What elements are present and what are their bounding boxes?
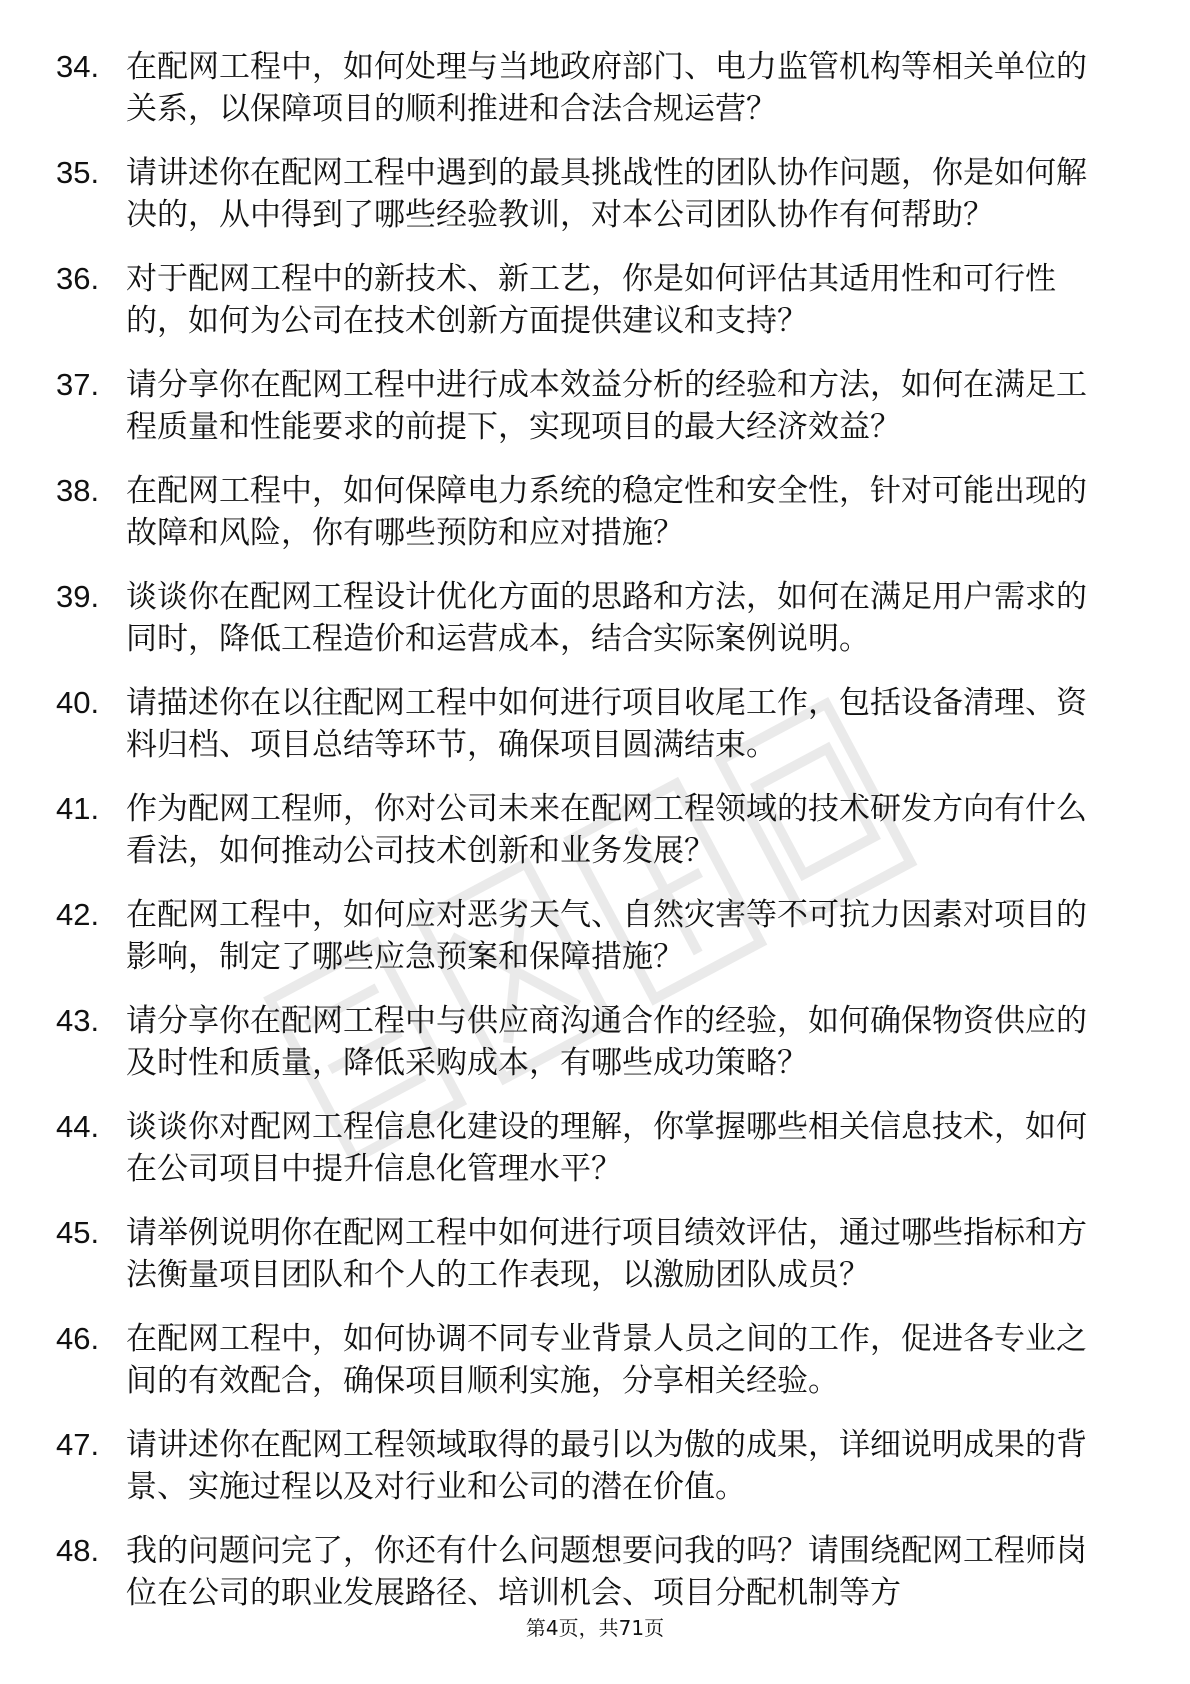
page-number-label: 第4页，共71页 [525,1616,665,1640]
question-number: 48. [56,1533,100,1568]
question-text: 在配网工程中，如何处理与当地政府部门、电力监管机构等相关单位的关系，以保障项目的顺利推进和合法合规运营？ [126,49,1087,127]
question-number: 43. [56,1003,100,1038]
question-text: 请讲述你在配网工程中遇到的最具挑战性的团队协作问题，你是如何解决的，从中得到了哪些经验教训，对本公司团队协作有何帮助？ [126,155,1087,233]
question-item [56,1424,1116,1508]
question-item [56,682,1116,766]
question-item [56,788,1116,872]
question-text: 请讲述你在配网工程领域取得的最引以为傲的成果，详细说明成果的背景、实施过程以及对行业和公司的潜在价值。 [126,1427,1087,1505]
question-number: 38. [56,473,100,508]
question-text: 在配网工程中，如何应对恶劣天气、自然灾害等不可抗力因素对项目的影响，制定了哪些应急预案和保障措施？ [126,897,1087,975]
question-number: 36. [56,261,100,296]
question-number: 47. [56,1427,100,1462]
question-item [56,258,1116,342]
question-number: 34. [56,49,100,84]
question-item [56,1106,1116,1190]
question-text: 请描述你在以往配网工程中如何进行项目收尾工作，包括设备清理、资料归档、项目总结等环节，确保项目圆满结束。 [126,685,1087,763]
question-text: 请分享你在配网工程中与供应商沟通合作的经验，如何确保物资供应的及时性和质量，降低采购成本，有哪些成功策略？ [126,1003,1087,1081]
question-item [56,152,1116,236]
question-text: 我的问题问完了，你还有什么问题想要问我的吗？请围绕配网工程师岗位在公司的职业发展路径、培训机会、项目分配机制等方 [126,1533,1087,1611]
question-text: 在配网工程中，如何协调不同专业背景人员之间的工作，促进各专业之间的有效配合，确保项目顺利实施，分享相关经验。 [126,1321,1087,1399]
question-item [56,1318,1116,1402]
question-item [56,46,1116,130]
question-number: 44. [56,1109,100,1144]
question-number: 40. [56,685,100,720]
question-number: 45. [56,1215,100,1250]
question-text: 请分享你在配网工程中进行成本效益分析的经验和方法，如何在满足工程质量和性能要求的前提下，实现项目的最大经济效益？ [126,367,1087,445]
question-list [56,46,1116,1636]
question-number: 37. [56,367,100,402]
question-number: 46. [56,1321,100,1356]
question-item [56,894,1116,978]
page-footer [0,1612,1190,1641]
question-item [56,576,1116,660]
question-text: 谈谈你对配网工程信息化建设的理解，你掌握哪些相关信息技术，如何在公司项目中提升信息化管理水平？ [126,1109,1087,1187]
question-text: 对于配网工程中的新技术、新工艺，你是如何评估其适用性和可行性的，如何为公司在技术创新方面提供建议和支持？ [126,261,1056,339]
question-item [56,364,1116,448]
question-item [56,470,1116,554]
question-number: 35. [56,155,100,190]
question-item [56,1212,1116,1296]
question-text: 作为配网工程师，你对公司未来在配网工程领域的技术研发方向有什么看法，如何推动公司技术创新和业务发展？ [126,791,1087,869]
question-number: 42. [56,897,100,932]
question-item [56,1000,1116,1084]
question-item [56,1530,1116,1614]
question-text: 在配网工程中，如何保障电力系统的稳定性和安全性，针对可能出现的故障和风险，你有哪些预防和应对措施？ [126,473,1087,551]
question-number: 41. [56,791,100,826]
question-text: 谈谈你在配网工程设计优化方面的思路和方法，如何在满足用户需求的同时，降低工程造价和运营成本，结合实际案例说明。 [126,579,1087,657]
question-text: 请举例说明你在配网工程中如何进行项目绩效评估，通过哪些指标和方法衡量项目团队和个人的工作表现，以激励团队成员？ [126,1215,1087,1293]
question-number: 39. [56,579,100,614]
